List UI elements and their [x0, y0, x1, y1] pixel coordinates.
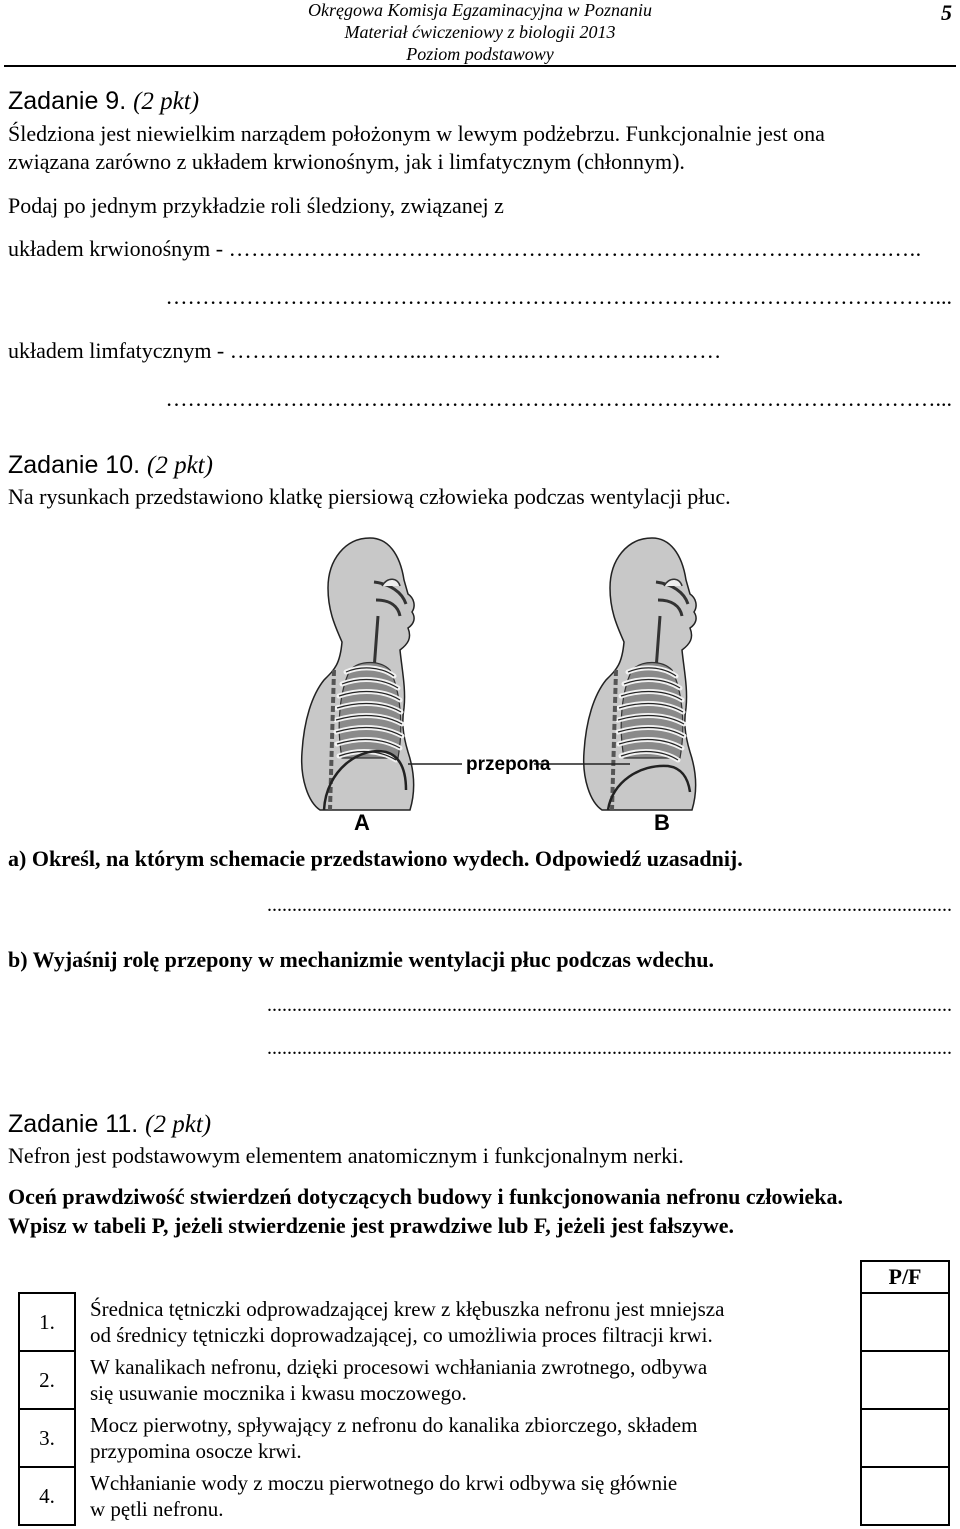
statement-line-1: Mocz pierwotny, spływający z nefronu do kanalika zbiorczego, składem — [90, 1413, 698, 1437]
row-number: 1. — [19, 1293, 75, 1351]
pf-answer-cell[interactable] — [861, 1293, 949, 1351]
table-header-row — [19, 1261, 949, 1293]
table-row — [19, 1409, 949, 1467]
statement-text — [75, 1467, 861, 1525]
thorax-ventilation-figure — [290, 520, 730, 840]
statement-line-2: przypomina osocze krwi. — [90, 1439, 302, 1463]
task9-answer1 — [8, 236, 922, 262]
statement-line-1: W kanalikach nefronu, dzięki procesowi wchłaniania zwrotnego, odbywa — [90, 1355, 708, 1379]
task10-intro: Na rysunkach przedstawiono klatkę piersiową człowieka podczas wentylacji płuc. — [8, 484, 731, 509]
task9-heading — [8, 88, 199, 115]
task10-answer-b-field-2[interactable]: ......................................................................................................................................... — [267, 1037, 952, 1059]
table-row — [19, 1351, 949, 1409]
statement-line-2: od średnicy tętniczki doprowadzającej, co umożliwia proces filtracji krwi. — [90, 1323, 713, 1347]
task11-heading — [8, 1111, 211, 1138]
row-number: 4. — [19, 1467, 75, 1525]
task9-text-2: związana zarówno z układem krwionośnym, jak i limfatycznym (chłonnym). — [8, 149, 685, 174]
task9-answer2 — [8, 338, 722, 364]
task11-instruction-1: Oceń prawdziwość stwierdzeń dotyczących budowy i funkcjonowania nefronu człowieka. — [8, 1184, 843, 1209]
statement-line-1: Wchłanianie wody z moczu pierwotnego do krwi odbywa się głównie — [90, 1471, 678, 1495]
statement-text — [75, 1351, 861, 1409]
task10-question-a: a) Określ, na którym schemacie przedstawiono wydech. Odpowiedź uzasadnij. — [8, 846, 743, 871]
task9-answer2-field-line2[interactable]: ……………………………………………………………………………………………... — [165, 386, 952, 411]
diaphragm-label: przepona — [466, 754, 551, 775]
task10-question-b: b) Wyjaśnij rolę przepony w mechanizmie wentylacji płuc podczas wdechu. — [8, 947, 715, 972]
task11-points: (2 pkt) — [145, 1111, 212, 1138]
statement-text — [75, 1409, 861, 1467]
pf-column-header: P/F — [861, 1261, 949, 1293]
task10-title: Zadanie 10. — [8, 451, 141, 479]
page-number: 5 — [941, 0, 952, 25]
task9-text-1: Śledziona jest niewielkim narządem położonym w lewym podżebrzu. Funkcjonalnie jest ona — [8, 121, 825, 146]
task9-prompt: Podaj po jednym przykładzie roli śledziony, związanej z — [8, 193, 504, 218]
statement-line-2: w pętli nefronu. — [90, 1497, 224, 1521]
task9-answer2-label: układem limfatycznym - — [8, 338, 230, 363]
pf-answer-cell[interactable] — [861, 1351, 949, 1409]
statement-line-1: Średnica tętniczki odprowadzającej krew z kłębuszka nefronu jest mniejsza — [90, 1297, 725, 1321]
pf-answer-cell[interactable] — [861, 1467, 949, 1525]
header-line-3: Poziom podstawowy — [406, 44, 554, 64]
task10-heading — [8, 452, 213, 479]
header-divider — [4, 65, 956, 67]
figure-label-b: B — [654, 810, 670, 835]
task9-answer2-field[interactable]: ……………………...…………..……………..……… — [229, 338, 722, 363]
pf-answer-cell[interactable] — [861, 1409, 949, 1467]
table-row — [19, 1467, 949, 1525]
figure-label-a: A — [354, 810, 370, 835]
task11-intro: Nefron jest podstawowym elementem anatomicznym i funkcjonalnym nerki. — [8, 1143, 684, 1168]
task10-answer-b-field-1[interactable]: ......................................................................................................................................... — [267, 994, 952, 1016]
nephron-statements-table — [18, 1260, 950, 1526]
task9-answer1-field[interactable]: …………………………………………………………………………….….. — [228, 236, 922, 261]
task9-answer1-field-line2[interactable]: ……………………………………………………………………………………………... — [165, 284, 952, 309]
task10-answer-a-field[interactable]: ......................................................................................................................................... — [267, 894, 952, 916]
thorax-a — [302, 538, 414, 810]
task9-title: Zadanie 9. — [8, 87, 127, 115]
task9-points: (2 pkt) — [133, 88, 200, 115]
statement-text — [75, 1293, 861, 1351]
task11-title: Zadanie 11. — [8, 1110, 139, 1138]
task10-points: (2 pkt) — [147, 452, 213, 479]
header-line-1: Okręgowa Komisja Egzaminacyjna w Poznaniu — [308, 0, 652, 20]
task9-answer1-label: układem krwionośnym - — [8, 236, 229, 261]
statement-line-2: się usuwanie mocznika i kwasu moczowego. — [90, 1381, 467, 1405]
table-row — [19, 1293, 949, 1351]
row-number: 2. — [19, 1351, 75, 1409]
task11-instruction-2: Wpisz w tabeli P, jeżeli stwierdzenie jest prawdziwe lub F, jeżeli jest fałszywe. — [8, 1213, 735, 1238]
row-number: 3. — [19, 1409, 75, 1467]
header-line-2: Materiał ćwiczeniowy z biologii 2013 — [344, 22, 616, 42]
